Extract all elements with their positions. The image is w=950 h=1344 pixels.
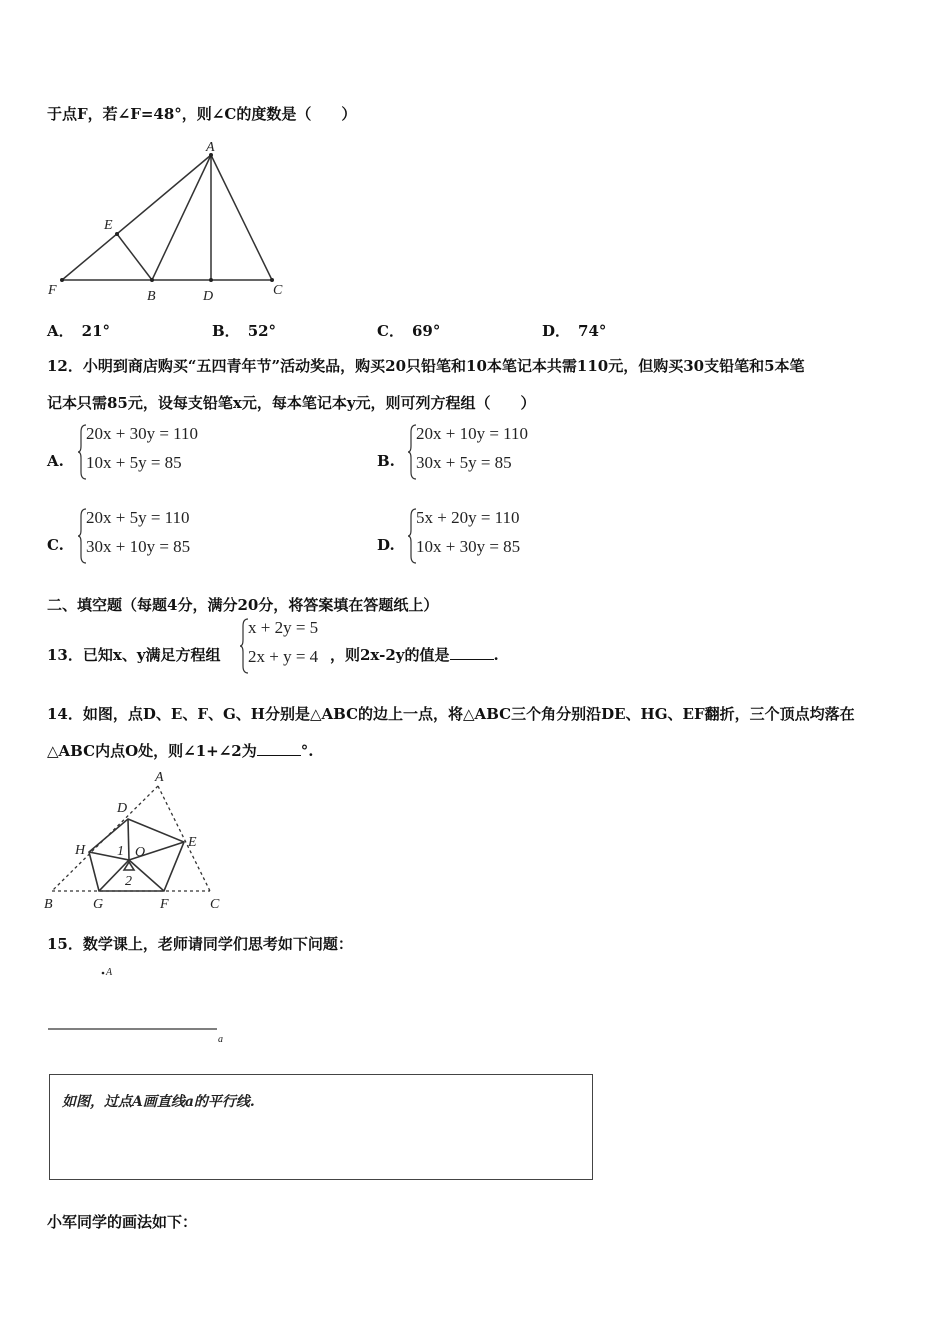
ab-line <box>152 155 211 280</box>
label-o: O <box>135 845 146 860</box>
q15-after: 小军同学的画法如下： <box>47 1213 198 1231</box>
q14-figure <box>40 766 240 916</box>
q14-line1: 14．如图，点D、E、F、G、H分别是△ABC的边上一点，将△ABC三个角分别沿DE、HG、EF翻折，三个顶点均落在 <box>47 705 855 723</box>
label-b: B <box>44 897 53 912</box>
problem-box <box>49 1074 593 1180</box>
q11-option-b: B． 52° <box>212 322 277 340</box>
q12-option-d-key: D. <box>377 536 395 554</box>
ac-dashed <box>158 786 210 891</box>
label-c: C <box>273 283 283 298</box>
label-1: 1 <box>117 844 124 859</box>
q11-option-c: C． 69° <box>377 322 441 340</box>
label-a: A <box>155 770 164 785</box>
label-b: B <box>147 289 156 304</box>
q12-option-c-key: C. <box>47 536 64 554</box>
label-f: F <box>160 897 169 912</box>
label-d: D <box>117 801 128 816</box>
q15-stem: 15．数学课上，老师请同学们思考如下问题： <box>47 935 353 953</box>
q15-figure <box>45 960 245 1050</box>
q13-prefix: 13．已知x、y满足方程组 <box>47 646 221 664</box>
q13-answer-blank[interactable] <box>450 645 494 660</box>
label-a: A <box>206 140 215 155</box>
q12-line2: 记本只需85元，设每支铅笔x元，每本笔记本y元，则可列方程组（ ） <box>47 394 536 412</box>
q14-line2: △ABC内点O处，则∠1+∠2为 °. <box>47 742 314 760</box>
label-2: 2 <box>125 874 132 889</box>
point-a-label: A <box>106 967 113 978</box>
label-e: E <box>188 835 197 850</box>
label-f: F <box>48 283 57 298</box>
eb-line <box>117 234 152 280</box>
q13-suffix: ，则2x-2y的值是 . <box>330 646 499 664</box>
label-g: G <box>93 897 104 912</box>
q12-option-a-key: A. <box>47 452 64 470</box>
problem-box-text: 如图，过点A画直线a的平行线. <box>62 1094 255 1110</box>
q12-option-b-key: B. <box>377 452 395 470</box>
label-h: H <box>75 843 86 858</box>
label-d: D <box>203 289 214 304</box>
label-e: E <box>104 218 113 233</box>
fa-line <box>62 155 211 280</box>
line-a-label: a <box>218 1034 223 1045</box>
q12-line1: 12．小明到商店购买“五四青年节”活动奖品，购买20只铅笔和10本笔记本共需110元，但购买30支铅笔和5本笔 <box>47 357 805 375</box>
q11-option-d: D． 74° <box>542 322 607 340</box>
section2-heading: 二、填空题（每题4分，满分20分，将答案填在答题纸上） <box>47 596 439 614</box>
q14-answer-blank[interactable] <box>257 741 301 756</box>
label-c: C <box>210 897 220 912</box>
q11-stem-tail: 于点F，若∠F=48°，则∠C的度数是（ ） <box>47 105 357 123</box>
q11-figure <box>40 140 300 310</box>
q11-option-a: A． 21° <box>47 322 111 340</box>
ac-line <box>211 155 272 280</box>
